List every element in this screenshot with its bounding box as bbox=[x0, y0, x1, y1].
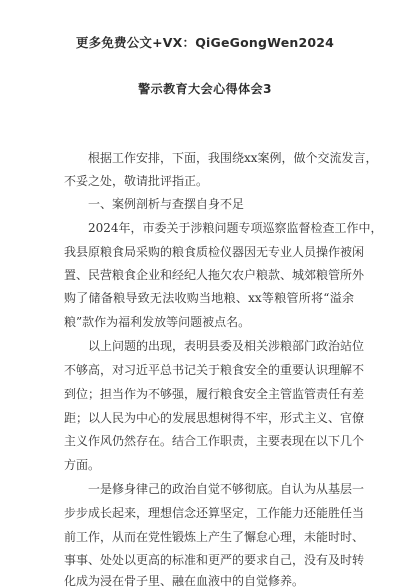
paragraph-line: 粮”款作为福利发放等问题被点名。 bbox=[64, 315, 251, 329]
paragraph-line: 步步成长起来，理想信念还算坚定，工作能力还能胜任当 bbox=[64, 506, 365, 520]
paragraph-line: 不妥之处，敬请批评指正。 bbox=[64, 174, 209, 188]
promo-header: 更多免费公文+VX：QiGeGongWen2024 bbox=[75, 35, 335, 50]
paragraph-line: 一是修身律己的政治自觉不够彻底。自认为从基层一 bbox=[88, 482, 365, 496]
paragraph-line: 主义作风仍然存在。结合工作职责，主要表现在以下几个 bbox=[64, 434, 365, 448]
paragraph-line: 到位；担当作为不够强，履行粮食安全主管监管责任有差 bbox=[64, 387, 365, 401]
section-heading: 一、案例剖析与查摆自身不足 bbox=[88, 197, 245, 211]
paragraph-line: 化成为浸在骨子里、融在血液中的自觉修养。 bbox=[64, 574, 305, 588]
paragraph-line: 2024年，市委关于涉粮问题专项巡察监督检查工作中， bbox=[88, 221, 383, 235]
paragraph-line: 前工作，从而在党性锻炼上产生了懈怠心理，未能时时、 bbox=[64, 530, 365, 544]
paragraph-line: 不够高，对习近平总书记关于粮食安全的重要认识理解不 bbox=[64, 363, 365, 377]
paragraph-line: 根据工作安排，下面，我围绕xx案例，做个交流发言， bbox=[88, 151, 378, 165]
paragraph-line: 以上问题的出现，表明县委及相关涉粮部门政治站位 bbox=[88, 339, 365, 353]
paragraph-line: 距；以人民为中心的发展思想树得不牢，形式主义、官僚 bbox=[64, 411, 365, 425]
paragraph-line: 我县原粮食局采购的粮食质检仪器因无专业人员操作被闲 bbox=[64, 245, 365, 259]
paragraph-line: 方面。 bbox=[64, 458, 101, 472]
paragraph-line: 置、民营粮食企业和经纪人拖欠农户粮款、城郊粮管所外 bbox=[64, 268, 365, 282]
document-title: 警示教育大会心得体会3 bbox=[138, 82, 272, 96]
paragraph-line: 事事、处处以更高的标准和更严的要求自己，没有及时转 bbox=[64, 553, 365, 567]
paragraph-line: 购了储备粮导致无法收购当地粮、xx等粮管所将“溢余 bbox=[64, 291, 354, 305]
